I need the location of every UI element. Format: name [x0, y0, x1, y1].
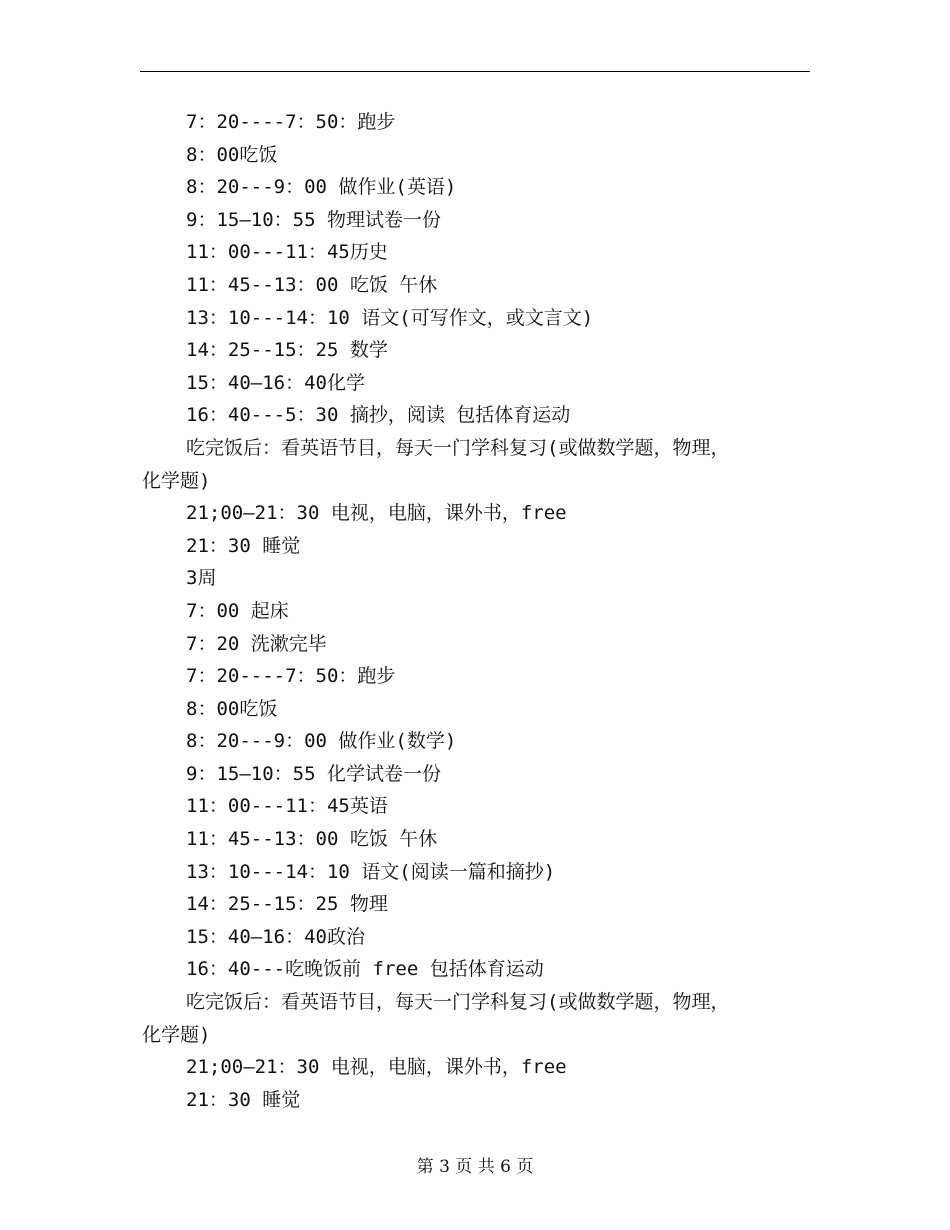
schedule-line: 吃完饭后：看英语节目，每天一门学科复习(或做数学题，物理， — [186, 991, 730, 1014]
header-rule — [140, 71, 810, 72]
schedule-line: 8：00吃饭 — [186, 697, 278, 720]
schedule-line: 13：10---14：10 语文(阅读一篇和摘抄) — [186, 860, 556, 883]
schedule-line: 吃完饭后：看英语节目，每天一门学科复习(或做数学题，物理， — [186, 436, 730, 459]
schedule-line: 11：00---11：45历史 — [186, 241, 388, 264]
schedule-line: 14：25--15：25 数学 — [186, 339, 388, 362]
schedule-line: 11：45--13：00 吃饭 午休 — [186, 828, 438, 851]
schedule-line: 16：40---吃晚饭前 free 包括体育运动 — [186, 958, 544, 981]
schedule-line: 14：25--15：25 物理 — [186, 893, 388, 916]
schedule-line: 16：40---5：30 摘抄，阅读 包括体育运动 — [186, 404, 571, 427]
schedule-line: 9：15—10：55 物理试卷一份 — [186, 208, 441, 231]
page-footer: 第 3 页 共 6 页 — [416, 1157, 534, 1177]
schedule-line: 7：20----7：50：跑步 — [186, 665, 396, 688]
schedule-line: 7：00 起床 — [186, 599, 289, 622]
week-heading: 3周 — [186, 567, 217, 590]
schedule-line: 15：40—16：40化学 — [186, 371, 365, 394]
schedule-line-continuation: 化学题) — [142, 469, 211, 492]
schedule-line-continuation: 化学题) — [142, 1023, 211, 1046]
schedule-content — [142, 106, 812, 1116]
schedule-line: 21：30 睡觉 — [186, 534, 301, 557]
schedule-line: 7：20 洗漱完毕 — [186, 632, 327, 655]
schedule-line: 11：00---11：45英语 — [186, 795, 388, 818]
schedule-line: 8：20---9：00 做作业(数学) — [186, 730, 457, 753]
schedule-line: 21;00—21：30 电视，电脑，课外书，free — [186, 502, 567, 525]
schedule-line: 11：45--13：00 吃饭 午休 — [186, 273, 438, 296]
schedule-line: 8：00吃饭 — [186, 143, 278, 166]
schedule-line: 21;00—21：30 电视，电脑，课外书，free — [186, 1056, 567, 1079]
schedule-line: 21：30 睡觉 — [186, 1088, 301, 1111]
schedule-line: 9：15—10：55 化学试卷一份 — [186, 762, 441, 785]
schedule-line: 7：20----7：50：跑步 — [186, 111, 396, 133]
schedule-line: 15：40—16：40政治 — [186, 925, 365, 948]
schedule-line: 8：20---9：00 做作业(英语) — [186, 176, 457, 199]
schedule-line: 13：10---14：10 语文(可写作文，或文言文) — [186, 306, 594, 329]
